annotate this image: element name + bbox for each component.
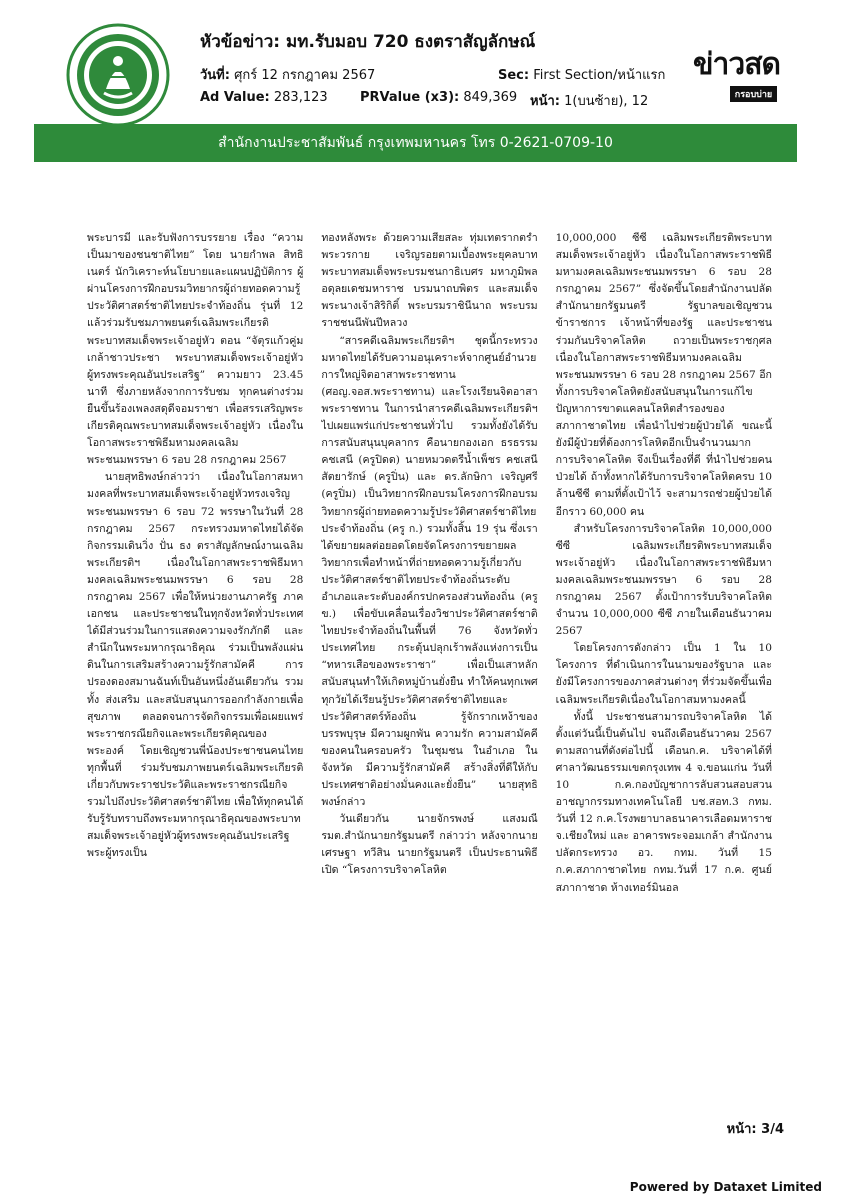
pr-value-label: PRValue (x3): — [360, 90, 460, 105]
paragraph: ทั้งนี้ ประชาชนสามารถบริจาคโลหิต ได้ตั้งแต่วันนี้เป็นต้นไป จนถึงเดือนธันวาคม 2567 ตามสถานที่ดังต่อไปนี้ เดือนก.ค. บริจาคได้ที่ศาลาวัฒนธรรมเขตกรุงเทพ 4 จ.ขอนแก่น วันที่ 10 ก.ค.กองบัญชาการลับสวนสอบสวนอาชญากรรมทางเทคโนโลยี บช.สอท.3 กทม. วันที่ 12 ก.ค.โรงพยาบาลธนาคารเลือดมหาราช จ.เชียงใหม่ และ อาคารพระจอมเกล้า สำนักงานปลัดกระทรวง อว. กทม. วันที่ 15 ก.ค.สภากาชาดไทย กทม.วันที่ 17 ก.ค. ศูนย์สภากาชาด ห้างเทอร์มินอล — [555, 710, 772, 894]
paragraph: ทองหลังพระ ด้วยความเสียสละ ทุ่มเทตรากตรำพระวรกาย เจริญรอยตามเบื้องพระยุคลบาท พระบาทสมเด็จพระบรมชนกาธิเบศร มหาภูมิพลอดุลยเดชมหาราช บรมนาถบพิตร และสมเด็จพระนางเจ้าสิริกิติ์ พระบรมราชินีนาถ พระบรมราชชนนีพันปีหลวง — [321, 232, 538, 330]
date-row — [200, 64, 375, 85]
page-row — [530, 90, 648, 111]
paragraph: นายสุทธิพงษ์กล่าวว่า เนื่องในโอกาสมหามงคลที่พระบาทสมเด็จพระเจ้าอยู่หัวทรงเจริญพระชนมพรรษา 6 รอบ 72 พรรษาในวันที่ 28 กรกฎาคม 2567 กระทรวงมหาดไทยได้จัดกิจกรรมเดินวิ่ง ปั่น ธง ตราสัญลักษณ์งานเฉลิมพระเกียรติฯ เนื่องในโอกาสพระราชพิธีมหามงคลเฉลิมพระชนมพรรษา 6 รอบ 28 กรกฎาคม 2567 เพื่อให้หน่วยงานภาครัฐ ภาคเอกชน และประชาชนในทุกจังหวัดทั่วประเทศ ได้มีส่วนร่วมในการแสดงความจงรักภักดี และสำนึกในพระมหากรุณาธิคุณ ร่วมเป็นพลังแผ่นดินในการเสริมสร้างความรู้รักสามัคคี การปรองดองสมานฉันท์เป็นอันหนึ่งอันเดียวกัน รวมทั้ง ส่งเสริม และสนับสนุนการออกกำลังกายเพื่อสุขภาพ ตลอดจนการจัดกิจกรรมเพื่อเผยแพร่พระราชกรณียกิจและพระเกียรติคุณของพระองค์ โดยเชิญชวนพี่น้องประชาชนคนไทยทุกพื้นที่ ร่วมรับชมภาพยนตร์เฉลิมพระเกียรติเกี่ยวกับพระราชประวัติและพระราชกรณียกิจรวมไปถึงประวัติศาสตร์ชาติไทย เพื่อให้ทุกคนได้รับรู้รับทราบถึงพระมหากรุณาธิคุณของพระบาทสมเด็จพระเจ้าอยู่หัวผู้ทรงพระคุณอันประเสริฐ พระผู้ทรงเป็น — [87, 471, 304, 860]
paragraph: 10,000,000 ซีซี เฉลิมพระเกียรติพระบาทสมเด็จพระเจ้าอยู่หัว เนื่องในโอกาสพระราชพิธีมหามงคลเฉลิมพระชนมพรรษา 6 รอบ 28 กรกฎาคม 2567” ซึ่งจัดขึ้นโดยสำนักงานปลัดสำนักนายกรัฐมนตรี รัฐบาลขอเชิญชวนข้าราชการ เจ้าหน้าที่ของรัฐ และประชาชน ร่วมกันบริจาคโลหิต ถวายเป็นพระราชกุศล เนื่องในโอกาสพระราชพิธีมหามงคลเฉลิมพระชนมพรรษา 6 รอบ 28 กรกฎาคม 2567 อีกทั้งการบริจาคโลหิตยังสนับสนุนในการแก้ไขปัญหาการขาดแคลนโลหิตสำรองของสภากาชาดไทย เพื่อนำไปช่วยผู้ป่วยได้ ขณะนี้ยังมีผู้ป่วยที่ต้องการโลหิตอีกเป็นจำนวนมาก การบริจาคโลหิต จึงเป็นเรื่องที่ดี ที่นำไปช่วยคนป่วยได้ ถ้าทั้งหากได้รับการบริจาคโลหิตครบ 10 ล้านซีซี ตามที่ตั้งเป้าไว้ จะสามารถช่วยผู้ป่วยได้อีกราว 60,000 คน — [555, 232, 772, 518]
headline: มท.รับมอบ 720 ธงตราสัญลักษณ์ — [286, 32, 536, 52]
section-label: Sec: — [498, 68, 530, 83]
bangkok-seal-logo — [48, 21, 188, 129]
article-column-3 — [556, 230, 772, 1100]
brand-name: ข่าวสด — [693, 47, 780, 82]
section-row — [498, 64, 665, 85]
ad-value-label: Ad Value: — [200, 90, 270, 105]
paragraph: สำหรับโครงการบริจาคโลหิต 10,000,000 ซีซี เฉลิมพระเกียรติพระบาทสมเด็จพระเจ้าอยู่หัว เนื่องในโอกาสพระราชพิธีมหามงคลเฉลิมพระชนมพรรษา 6 รอบ 28 กรกฎาคม 2567 ตั้งเป้าการรับบริจาคโลหิตจำนวน 10,000,000 ซีซี ภายในเดือนธันวาคม 2567 — [555, 522, 772, 638]
paragraph: “สารคดีเฉลิมพระเกียรติฯ ชุดนี้กระทรวงมหาดไทยได้รับความอนุเคราะห์จากศูนย์อำนวยการใหญ่จิตอาสาพระราชทาน (ศอญ.จอส.พระราชทาน) และโรงเรียนจิตอาสาพระราชทาน ในการนำสารคดีเฉลิมพระเกียรติฯ ไปเผยแพร่แก่ประชาชนทั่วไป รวมทั้งยังได้รับการสนับสนุนบุคลากร คือนายกองเอก ธรธรรม คชเสนี (ครูปิดด) นายหมวดตรีน้ำเพ็ชร คชเสนี สัตยารักษ์ (ครูปิ่น) และ ดร.ลักษิกา เจริญศรี (ครูปิ่ม) เป็นวิทยากรฝึกอบรมโครงการฝึกอบรมวิทยากรผู้ถ่ายทอดความรู้ประวัติศาสตร์ชาติไทยประจำท้องถิ่น (ครู ก.) รวมทั้งสิ้น 19 รุ่น ซึ่งเราได้ขยายผลต่อยอดโดยจัดโครงการขยายผลวิทยากรเพื่อทำหน้าที่ถ่ายทอดความรู้เกี่ยวกับประวัติศาสตร์ชาติไทยประจำท้องถิ่นระดับอำเภอและระดับองค์กรปกครองส่วนท้องถิ่น (ครู ข.) เพื่อขับเคลื่อนเรื่องวิชาประวัติศาสตร์ชาติไทยประจำท้องถิ่นในพื้นที่ 76 จังหวัดทั่วประเทศไทย กระตุ้นปลุกเร้าพลังแห่งการเป็น “ทหารเสือของพระราชา” เพื่อเป็นเสาหลักสนับสนุนทำให้เกิดหมู่บ้านยั่งยืน ทำให้คนทุกเพศทุกวัยได้เรียนรู้ประวัติศาสตร์ชาติไทยและประวัติศาสตร์ท้องถิ่น รู้จักรากเหง้าของบรรพบุรุษ มีความผูกพัน ความรัก ความสามัคคีของคนในครอบครัว ในชุมชน ในอำเภอ ในจังหวัด มีความรู้รักสามัคคี สร้างสิ่งที่ดีให้กับประเทศชาติอย่างมั่นคงและยั่งยืน” นายสุทธิพงษ์กล่าว — [321, 334, 538, 809]
headline-label: หัวข้อข่าว: — [200, 32, 281, 52]
date-value: ศุกร์ 12 กรกฎาคม 2567 — [234, 68, 376, 83]
article-column-1 — [87, 230, 303, 1100]
brand-edition: กรอบบ่าย — [730, 86, 777, 102]
press-office-banner: สำนักงานประชาสัมพันธ์ กรุงเทพมหานคร โทร 0-2621-0709-10 — [34, 124, 797, 162]
ad-value: 283,123 — [273, 90, 328, 105]
khaosod-logo — [689, 48, 784, 108]
page-counter-value: 3/4 — [761, 1122, 784, 1137]
page-label: หน้า: — [530, 94, 560, 109]
ad-value-row — [200, 90, 328, 105]
paragraph: พระบารมี และรับฟังการบรรยาย เรื่อง “ความเป็นมาของชนชาติไทย” โดย นายกำพล สิทธิเนตร์ นักวิเคราะห์นโยบายและแผนปฏิบัติการ ผู้ผ่านโครงการฝึกอบรมวิทยากรผู้ถ่ายทอดความรู้ประวัติศาสตร์ชาติไทยประจำท้องถิ่น รุ่นที่ 12 แล้วร่วมรับชมภาพยนตร์เฉลิมพระเกียรติ พระบาทสมเด็จพระเจ้าอยู่หัว ตอน “จัตุรแก้วคู่มเกล้าชาวประชา พระบาทสมเด็จพระเจ้าอยู่หัวผู้ทรงพระคุณอันประเสริฐ” ความยาว 23.45 นาที ซึ่งภายหลังจากการรับชม ทุกคนต่างร่วมยืนขึ้นร้องเพลงสดุดีจอมราชา เพื่อสรรเสริญพระเกียรติคุณพระบาทสมเด็จพระเจ้าอยู่หัว เนื่องในโอกาสพระราชพิธีมหามงคลเฉลิมพระชนมพรรษา 6 รอบ 28 กรกฎาคม 2567 — [87, 232, 304, 467]
powered-by: Powered by Dataxet Limited — [629, 1180, 822, 1194]
article-body — [87, 230, 772, 1100]
headline-row — [200, 28, 535, 55]
section-value: First Section/หน้าแรก — [533, 68, 666, 83]
date-label: วันที่: — [200, 68, 230, 83]
seal-icon — [66, 23, 170, 127]
pr-value: 849,369 — [463, 90, 518, 105]
page-counter — [727, 1118, 784, 1139]
page-counter-label: หน้า: — [726, 1122, 757, 1137]
article-column-2 — [321, 230, 537, 1100]
pr-value-row — [360, 90, 517, 105]
page-value: 1(บนซ้าย), 12 — [564, 94, 649, 109]
clipping-header — [34, 18, 794, 136]
paragraph: โดยโครงการดังกล่าว เป็น 1 ใน 10 โครงการ ที่ดำเนินการในนามของรัฐบาล และยังมีโครงการของภาคส่วนต่างๆ ที่ร่วมจัดขึ้นเพื่อเฉลิมพระเกียรติเนื่องในโอกาสมหามงคลนี้ — [555, 642, 772, 706]
paragraph: วันเดียวกัน นายจักรพงษ์ แสงมณี รมต.สำนักนายกรัฐมนตรี กล่าวว่า หลังจากนายเศรษฐา ทวีสิน นายกรัฐมนตรี เป็นประธานพิธีเปิด “โครงการบริจาคโลหิต — [321, 813, 538, 877]
